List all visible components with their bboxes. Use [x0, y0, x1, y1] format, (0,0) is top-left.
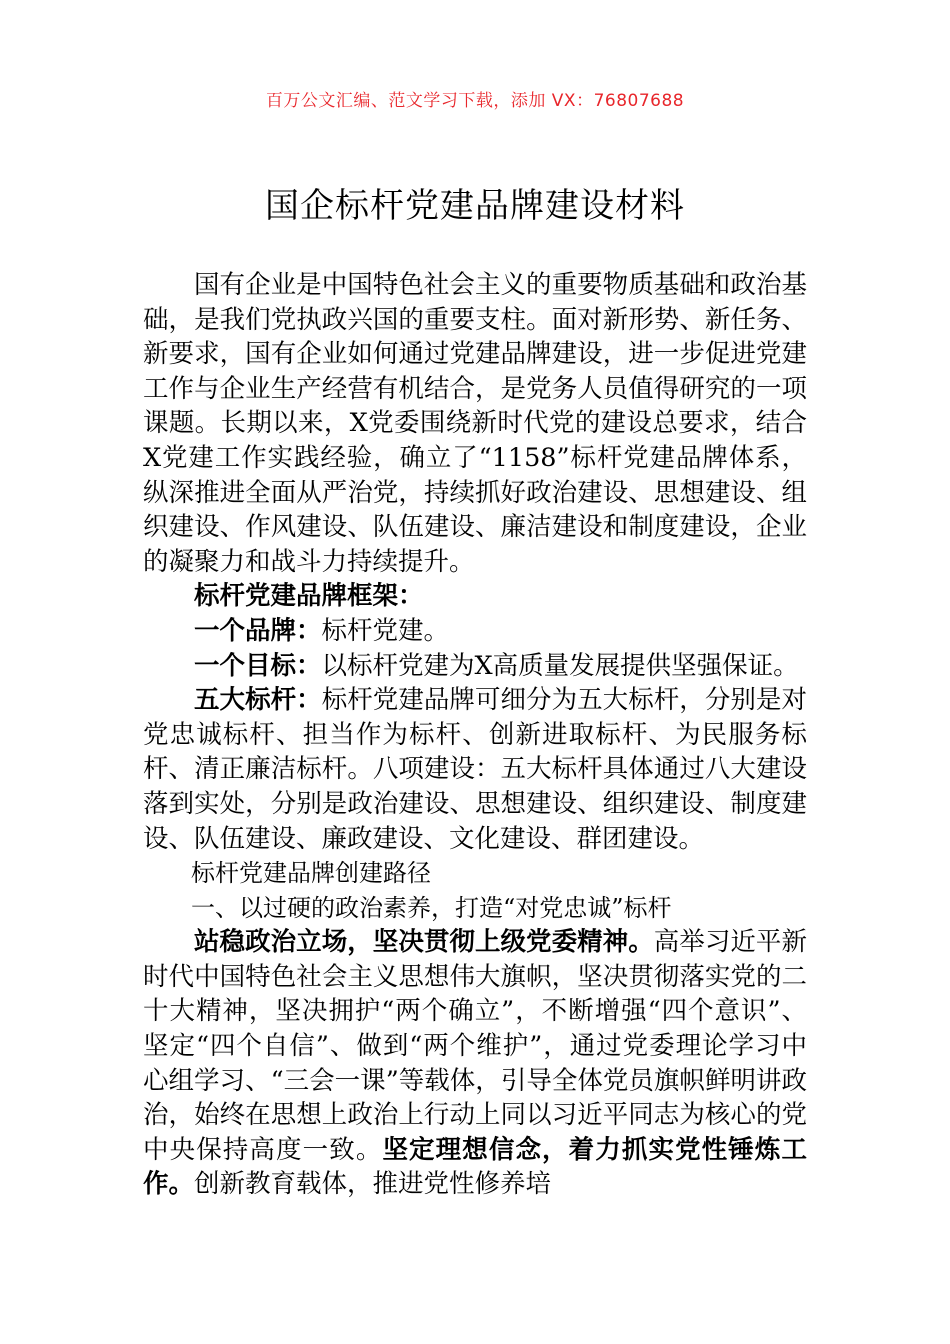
document-body [143, 268, 807, 1202]
framework-heading: 标杆党建品牌框架： [194, 581, 424, 612]
framework-heading-paragraph [143, 579, 807, 614]
goal-paragraph [143, 649, 807, 684]
section1-text-2: 创新教育载体，推进党性修养培 [194, 1169, 552, 1200]
goal-label: 一个目标： [194, 650, 322, 681]
benchmarks-paragraph [143, 683, 807, 856]
header-note: 百万公文汇编、范文学习下载，添加 VX：76807688 [265, 91, 685, 111]
benchmarks-text: 标杆党建品牌可细分为五大标杆，分别是对党忠诚标杆、担当作为标杆、创新进取标杆、为民服务标杆、清正廉洁标杆。八项建设：五大标杆具体通过八大建设落到实处，分别是政治建设、思想建设、组织建设、制度建设、队伍建设、廉政建设、文化建设、群团建设。 [143, 685, 807, 854]
section1-heading: 一、以过硬的政治素养，打造“对党忠诚”标杆 [191, 893, 672, 922]
section1-bold-lead-2: 坚定理想信念，着力抓实党性锤炼工作。 [143, 1134, 807, 1200]
section1-paragraph [143, 925, 807, 1202]
benchmarks-label: 五大标杆： [194, 685, 322, 716]
section1-text-1: 高举习近平新时代中国特色社会主义思想伟大旗帜，坚决贯彻落实党的二十大精神，坚决拥护“两个确立”，不断增强“四个意识”、坚定“四个自信”、做到“两个维护”，通过党委理论学习中心组学习、“三会一课”等载体，引导全体党员旗帜鲜明讲政治，始终在思想上政治上行动上同以习近平同志为核心的党中央保持高度一致。 [143, 927, 807, 1165]
path-heading: 标杆党建品牌创建路径 [191, 859, 431, 888]
brand-paragraph [143, 614, 807, 649]
goal-text: 以标杆党建为X高质量发展提供坚强保证。 [321, 650, 799, 681]
brand-text: 标杆党建。 [321, 615, 450, 646]
brand-label: 一个品牌： [194, 615, 322, 646]
document-title: 国企标杆党建品牌建设材料 [265, 186, 685, 226]
intro-paragraph: 国有企业是中国特色社会主义的重要物质基础和政治基础，是我们党执政兴国的重要支柱。面对新形势、新任务、新要求，国有企业如何通过党建品牌建设，进一步促进党建工作与企业生产经营有机结合，是党务人员值得研究的一项课题。长期以来，X党委围绕新时代党的建设总要求，结合X党建工作实践经验，确立了“1158”标杆党建品牌体系，纵深推进全面从严治党，持续抓好政治建设、思想建设、组织建设、作风建设、队伍建设、廉洁建设和制度建设，企业的凝聚力和战斗力持续提升。 [143, 270, 807, 577]
section1-bold-lead-1: 站稳政治立场，坚决贯彻上级党委精神。 [194, 927, 654, 958]
